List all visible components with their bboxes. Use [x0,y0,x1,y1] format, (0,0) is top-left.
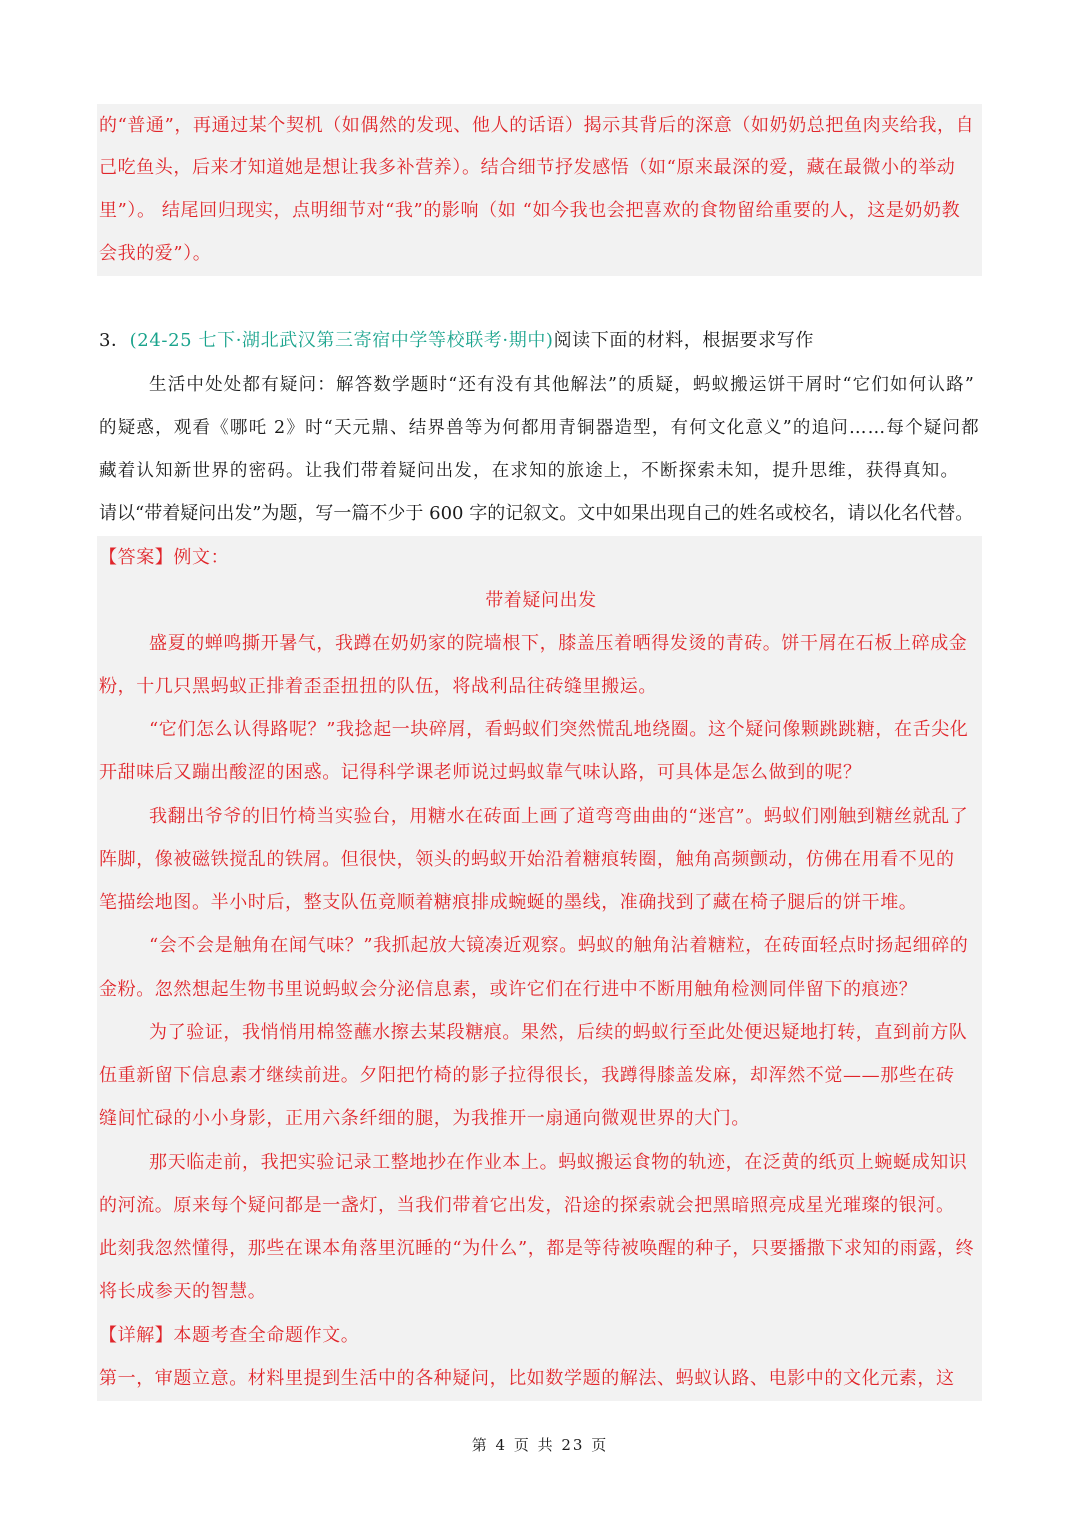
question-number: 3． [99,330,130,351]
essay-title: 带着疑问出发 [485,590,597,611]
question-source: (24-25 七下·湖北武汉第三寄宿中学等校联考·期中) [129,330,554,351]
detail-line [99,1323,983,1349]
essay-line: “会不会是触角在闻气味？”我抓起放大镜凑近观察。蚂蚁的触角沾着糖粒，在砖面轻点时扬起细碎的 [149,935,969,956]
essay-line: 开甜味后又蹦出酸涩的困惑。记得科学课老师说过蚂蚁靠气味认路，可具体是怎么做到的呢？ [99,762,862,783]
answer-line: 己吃鱼头，后来才知道她是想让我多补营养）。结合细节抒发感悟（如“原来最深的爱，藏在最微小的举动 [99,157,956,178]
essay-line: 粉，十几只黑蚂蚁正排着歪歪扭扭的队伍，将战利品往砖缝里搬运。 [99,676,657,697]
essay-line: 那天临走前，我把实验记录工整地抄在作业本上。蚂蚁搬运食物的轨迹，在泛黄的纸页上蜿蜒成知识 [149,1152,968,1173]
page-footer: 第 4 页 共 23 页 [471,1436,609,1454]
essay-line: 笔描绘地图。半小时后，整支队伍竟顺着糖痕排成蜿蜒的墨线，准确找到了藏在椅子腿后的饼干堆。 [99,892,918,913]
answer-line: 的“普通”，再通过某个契机（如偶然的发现、他人的话语）揭示其背后的深意（如奶奶总把鱼肉夹给我，自 [99,115,975,136]
essay-line: 将长成参天的智慧。 [99,1281,267,1302]
essay-line: 此刻我忽然懂得，那些在课本角落里沉睡的“为什么”，都是等待被唤醒的种子，只要播撒下求知的雨露，终 [99,1238,975,1259]
answer-line: 里”）。 结尾回归现实，点明细节对“我”的影响（如 “如今我也会把喜欢的食物留给重要的人，这是奶奶教 [99,200,961,221]
question-header [99,328,983,354]
answer-shade-main [97,536,982,1401]
answer-label: 【答案】 [99,547,174,568]
essay-line: 我翻出爷爷的旧竹椅当实验台，用糖水在砖面上画了道弯弯曲曲的“迷宫”。蚂蚁们刚触到糖丝就乱了 [149,806,969,827]
question-prompt: 阅读下面的材料，根据要求写作 [553,330,814,351]
detail-label: 【详解】 [99,1325,174,1346]
material-line: 生活中处处都有疑问：解答数学题时“还有没有其他解法”的质疑，蚂蚁搬运饼干屑时“它们如何认路” [149,375,975,395]
material-line: 藏着认知新世界的密码。让我们带着疑问出发，在求知的旅途上，不断探索未知，提升思维，获得真知。 [99,461,960,481]
essay-line: 盛夏的蝉鸣撕开暑气，我蹲在奶奶家的院墙根下，膝盖压着晒得发烫的青砖。饼干屑在石板上碎成金 [149,633,968,654]
answer-label-line [99,545,983,571]
essay-line: 伍重新留下信息素才继续前进。夕阳把竹椅的影子拉得很长，我蹲得膝盖发麻，却浑然不觉——那些在砖 [99,1065,955,1086]
material-line: 的疑惑，观看《哪吒 2》时“天元鼎、结界兽等为何都用青铜器造型，有何文化意义”的追问……每个疑问都 [99,418,980,438]
essay-line: 缝间忙碌的小小身影，正用六条纤细的腿，为我推开一扇通向微观世界的大门。 [99,1108,750,1129]
essay-line: 的河流。原来每个疑问都是一盏灯，当我们带着它出发，沿途的探索就会把黑暗照亮成星光璀璨的银河。 [99,1195,955,1216]
essay-line: 金粉。忽然想起生物书里说蚂蚁会分泌信息素，或许它们在行进中不断用触角检测同伴留下的痕迹？ [99,979,918,1000]
essay-line: “它们怎么认得路呢？”我捻起一块碎屑，看蚂蚁们突然慌乱地绕圈。这个疑问像颗跳跳糖，在舌尖化 [149,719,969,740]
detail-text: 本题考查全命题作文。 [173,1325,360,1346]
detail-first: 第一，审题立意。材料里提到生活中的各种疑问，比如数学题的解法、蚂蚁认路、电影中的文化元素，这 [99,1368,955,1389]
essay-line: 阵脚，像被磁铁搅乱的铁屑。但很快，领头的蚂蚁开始沿着糖痕转圈，触角高频颤动，仿佛在用看不见的 [99,849,955,870]
answer-line: 会我的爱”）。 [99,243,212,264]
writing-requirement: 请以“带着疑问出发”为题，写一篇不少于 600 字的记叙文。文中如果出现自己的姓名或校名，请以化名代替。 [99,503,974,524]
answer-label-suffix: 例文： [173,547,230,568]
essay-line: 为了验证，我悄悄用棉签蘸水擦去某段糖痕。果然，后续的蚂蚁行至此处便迟疑地打转，直到前方队 [149,1022,968,1043]
